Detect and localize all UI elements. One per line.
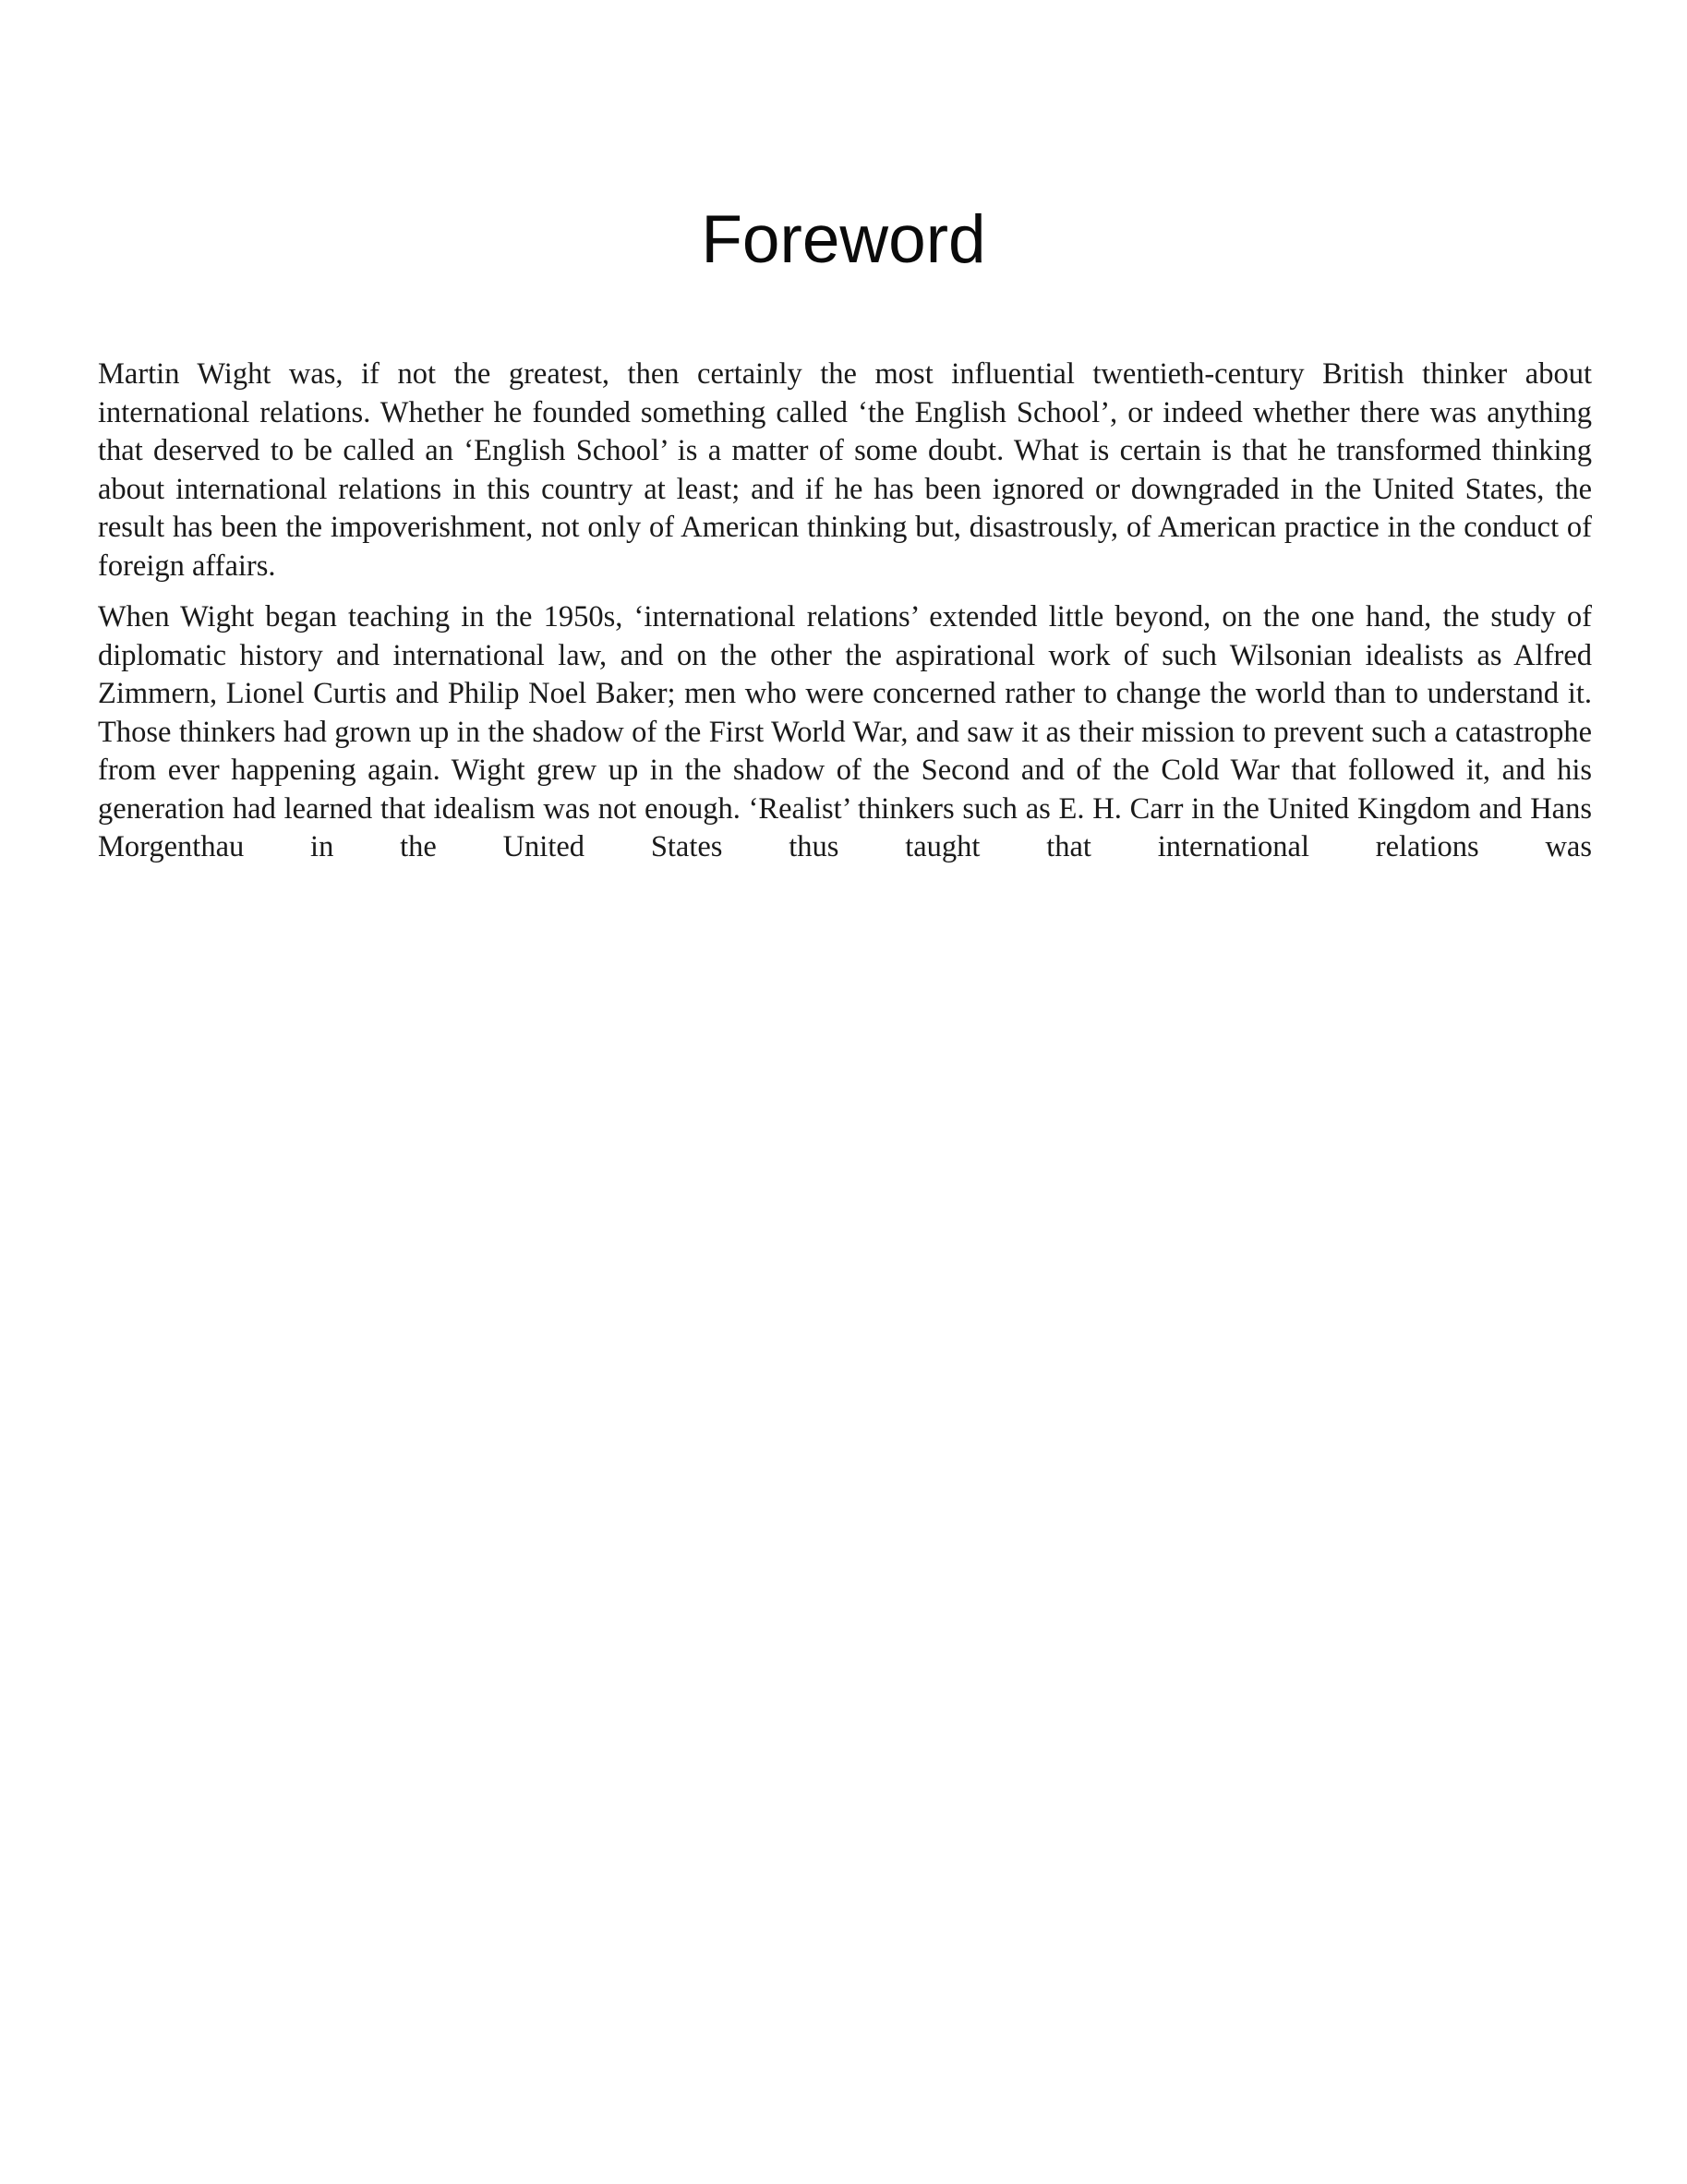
body-text [98, 356, 1592, 880]
paragraph-2: When Wight began teaching in the 1950s, ‘international relations’ extended little beyond, on the one hand, the study of diplomatic history and international law, and on the other the aspirational work of such Wilsonian idealists as Alfred Zimmern, Lionel Curtis and Philip Noel Baker; men who were concerned rather to change the world than to understand it. Those thinkers had grown up in the shadow of the First World War, and saw it as their mission to prevent such a catastrophe from ever happening again. Wight grew up in the shadow of the Second and of the Cold War that followed it, and his generation had learned that idealism was not enough. ‘Realist’ thinkers such as E. H. Carr in the United Kingdom and Hans Morgenthau in the United States thus taught that international relations was [98, 600, 1592, 863]
page-title: Foreword [701, 202, 986, 277]
paragraph-1: Martin Wight was, if not the greatest, then certainly the most influential twentieth-century British thinker about international relations. Whether he founded something called ‘the English School’, or indeed whether there was anything that deserved to be called an ‘English School’ is a matter of some doubt. What is certain is that he transformed thinking about international relations in this country at least; and if he has been ignored or downgraded in the United States, the result has been the impoverishment, not only of American thinking but, disastrously, of American practice in the conduct of foreign affairs. [98, 357, 1592, 583]
